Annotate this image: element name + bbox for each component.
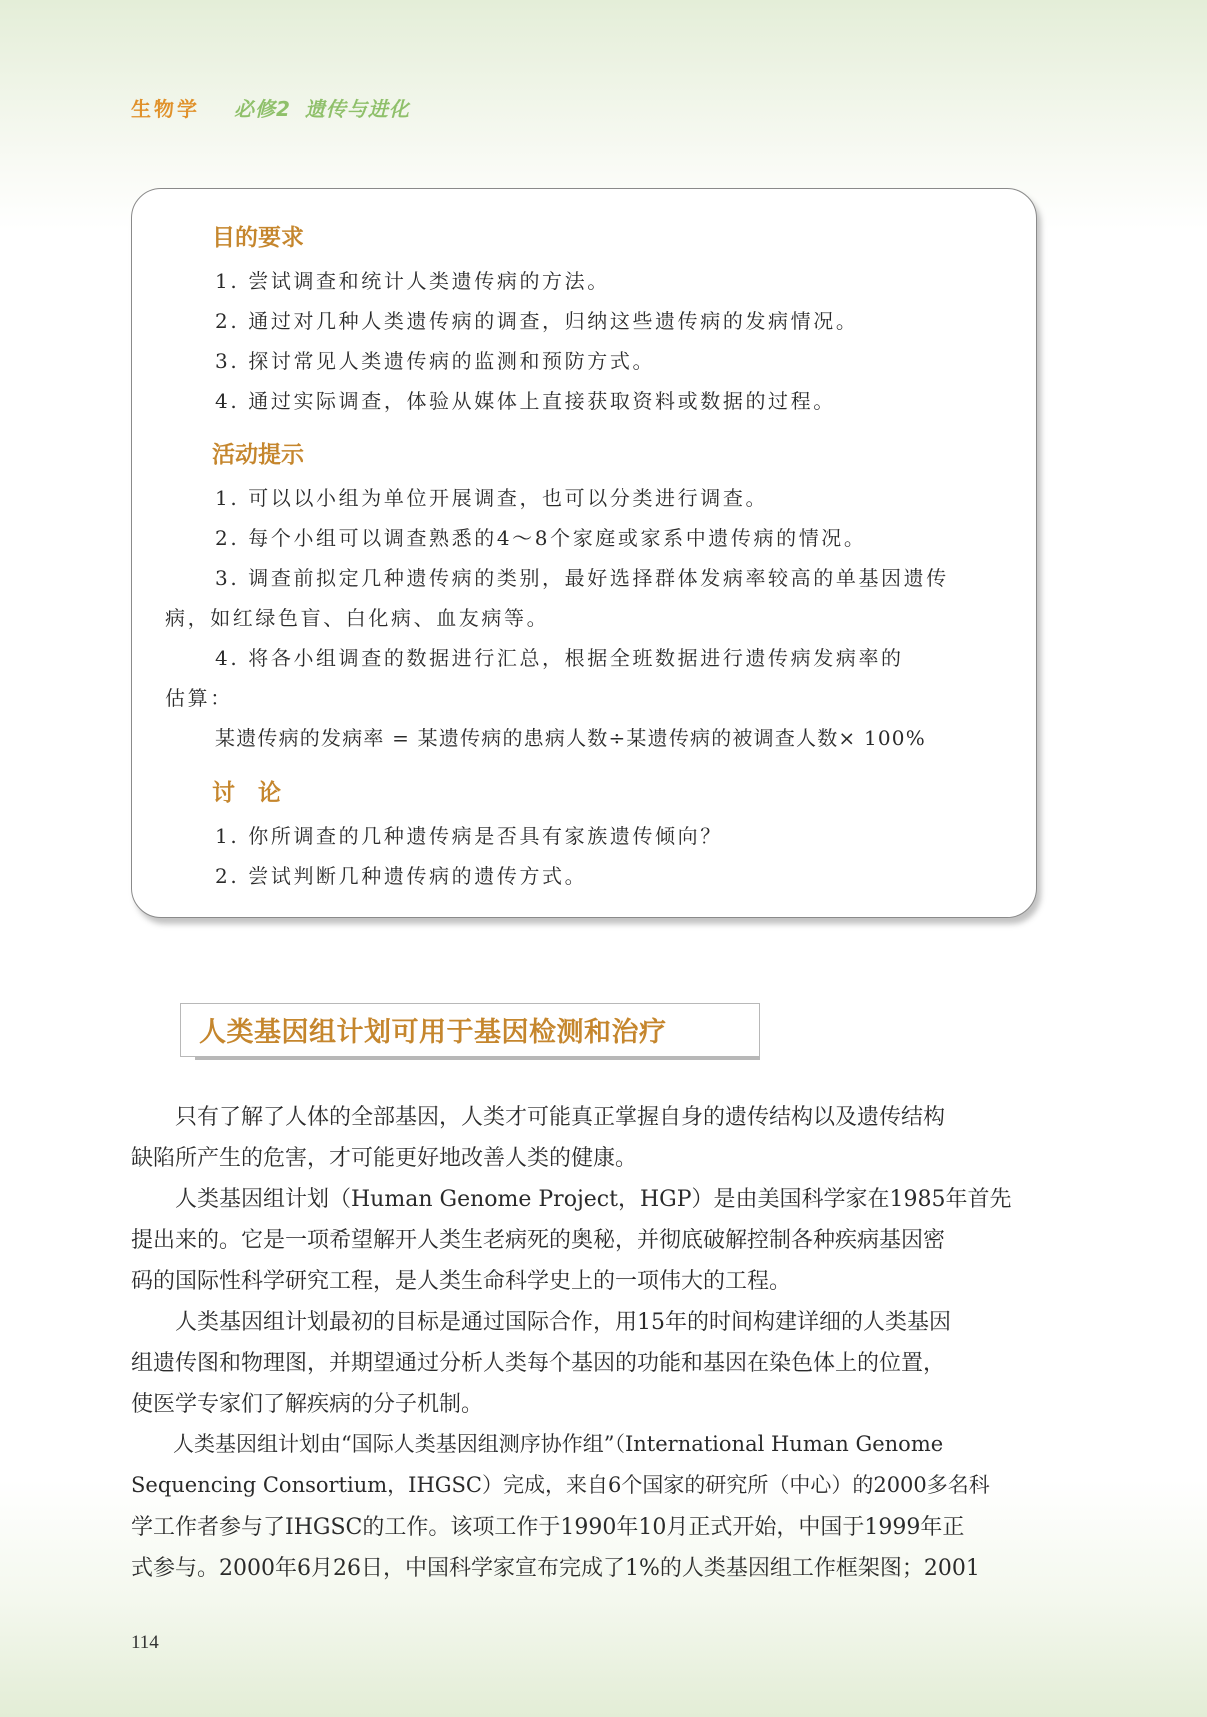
topic-heading: 人类基因组计划可用于基因检测和治疗: [199, 1017, 667, 1048]
section-title-tips: 活动提示: [212, 442, 304, 468]
discussion-item: 1. 你所调查的几种遗传病是否具有家族遗传倾向？: [215, 824, 723, 848]
objective-item: 1. 尝试调查和统计人类遗传病的方法。: [215, 269, 610, 293]
body-line: 人类基因组计划最初的目标是通过国际合作，用15年的时间构建详细的人类基因: [131, 1310, 951, 1335]
header-subject: 生物学: [131, 97, 200, 121]
running-header: [131, 93, 410, 122]
body-line: 学工作者参与了IHGSC的工作。该项工作于1990年10月正式开始，中国于1999年正: [131, 1515, 965, 1540]
objective-item: 3. 探讨常见人类遗传病的监测和预防方式。: [215, 349, 656, 373]
body-line: 人类基因组计划（Human Genome Project，HGP）是由美国科学家在1985年首先: [131, 1187, 1012, 1212]
body-line: 组遗传图和物理图，并期望通过分析人类每个基因的功能和基因在染色体上的位置，: [131, 1351, 946, 1376]
tip-item: 4. 将各小组调查的数据进行汇总，根据全班数据进行遗传病发病率的: [215, 646, 904, 670]
topic-heading-box: [180, 1003, 760, 1057]
body-line: 缺陷所产生的危害，才可能更好地改善人类的健康。: [131, 1146, 638, 1171]
section-title-objectives: 目的要求: [212, 225, 304, 251]
tip-item-continued: 病，如红绿色盲、白化病、血友病等。: [165, 606, 550, 630]
tip-item-continued: 估算：: [165, 686, 233, 710]
body-line: 提出来的。它是一项希望解开人类生老病死的奥秘，并彻底破解控制各种疾病基因密: [131, 1228, 946, 1253]
discussion-item: 2. 尝试判断几种遗传病的遗传方式。: [215, 864, 588, 888]
section-title-discussion: 讨 论: [212, 780, 281, 806]
formula: 某遗传病的发病率 = 某遗传病的患病人数÷某遗传病的被调查人数× 100%: [215, 726, 926, 750]
body-line: 码的国际性科学研究工程，是人类生命科学史上的一项伟大的工程。: [131, 1269, 792, 1294]
objective-item: 4. 通过实际调查，体验从媒体上直接获取资料或数据的过程。: [215, 389, 836, 413]
body-line: 使医学专家们了解疾病的分子机制。: [131, 1392, 484, 1417]
tip-item: 1. 可以以小组为单位开展调查，也可以分类进行调查。: [215, 486, 769, 510]
body-line: 人类基因组计划由“国际人类基因组测序协作组”（International Human Genome: [131, 1432, 944, 1456]
tip-item: 2. 每个小组可以调查熟悉的4～8个家庭或家系中遗传病的情况。: [215, 526, 867, 550]
tip-item: 3. 调查前拟定几种遗传病的类别，最好选择群体发病率较高的单基因遗传: [215, 566, 949, 590]
body-line: Sequencing Consortium，IHGSC）完成，来自6个国家的研究所（中心）的2000多名科: [131, 1473, 990, 1497]
activity-box: [131, 188, 1037, 918]
page-number: 114: [131, 1632, 159, 1653]
body-line: 式参与。2000年6月26日，中国科学家宣布完成了1%的人类基因组工作框架图；2001: [131, 1556, 980, 1581]
objective-item: 2. 通过对几种人类遗传病的调查，归纳这些遗传病的发病情况。: [215, 309, 859, 333]
body-line: 只有了解了人体的全部基因，人类才可能真正掌握自身的遗传结构以及遗传结构: [131, 1105, 946, 1130]
header-book: 必修2: [234, 97, 291, 121]
header-book-title: 遗传与进化: [304, 97, 410, 121]
